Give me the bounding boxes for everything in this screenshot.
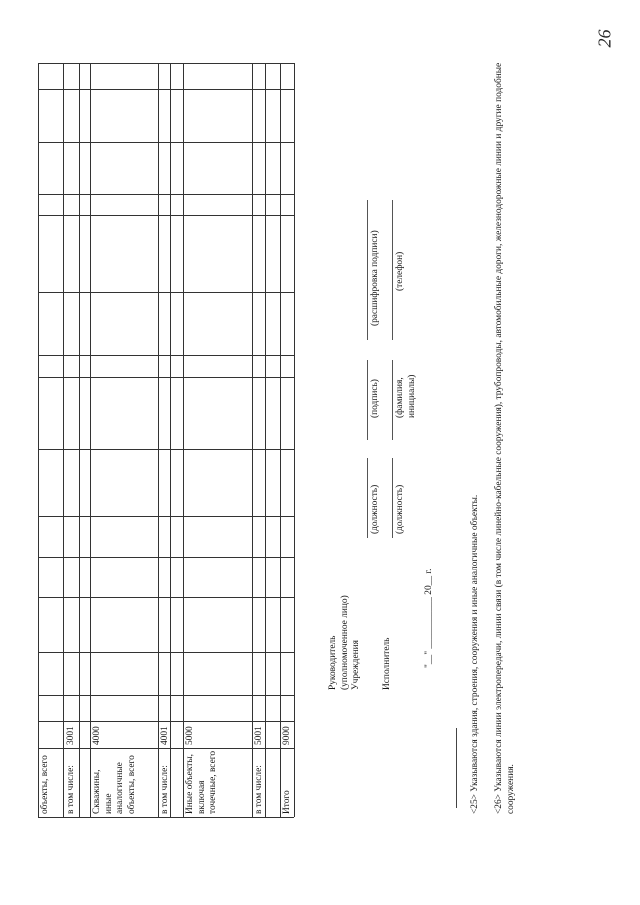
- decoding-line: [367, 200, 368, 340]
- row-separator: [63, 63, 64, 817]
- column-separator: [38, 142, 294, 143]
- column-separator: [38, 355, 294, 356]
- column-separator: [38, 194, 294, 195]
- row-label: Иные объекты, включая точечные, всего: [185, 750, 218, 814]
- table-top-border: [38, 63, 294, 64]
- row-separator: [170, 63, 171, 817]
- page-number: 26: [594, 29, 615, 48]
- caption-decoding: (расшифровка подписи): [370, 230, 380, 326]
- row-label: в том числе:: [254, 765, 264, 814]
- row-label: Скважины, иные аналогичные объекты, всего: [92, 755, 137, 814]
- column-separator: [38, 377, 294, 378]
- row-separator: [265, 63, 266, 817]
- footnote-26: <26> Указываются линии электропередачи, линии связи (в том числе линейно-кабельные сооружения), трубопроводы, автомобильные дороги, железнодорожные линии и другие подобные сооружения.: [494, 62, 516, 814]
- column-separator: [38, 748, 294, 749]
- executor-label: Исполнитель: [382, 637, 392, 690]
- row-code: 9000: [282, 726, 292, 745]
- row-label: объекты, всего: [40, 755, 50, 814]
- row-separator: [79, 63, 80, 817]
- column-separator: [38, 516, 294, 517]
- initials-line: [392, 360, 393, 440]
- footnote-25: <25> Указываются здания, строения, сооружения и иные аналогичные объекты.: [470, 494, 480, 814]
- date-line: "__" ___________ 20__ г.: [424, 568, 434, 668]
- column-separator: [38, 449, 294, 450]
- row-label: в том числе:: [66, 765, 76, 814]
- row-separator: [183, 63, 184, 817]
- column-separator: [38, 89, 294, 90]
- row-code: 4000: [92, 726, 102, 745]
- row-separator: [280, 63, 281, 817]
- signature-line: [367, 360, 368, 440]
- row-separator: [158, 63, 159, 817]
- row-code: 4001: [160, 726, 170, 745]
- column-separator: [38, 597, 294, 598]
- caption-position2: (должность): [395, 484, 405, 534]
- column-separator: [38, 652, 294, 653]
- row-label: в том числе:: [160, 765, 170, 814]
- row-separator: [90, 63, 91, 817]
- phone-line: [392, 200, 393, 340]
- column-separator: [38, 695, 294, 696]
- row-code: 5001: [254, 726, 264, 745]
- caption-initials: (фамилия, инициалы): [395, 374, 417, 418]
- column-separator: [38, 215, 294, 216]
- column-separator: [38, 292, 294, 293]
- footnote-separator: [456, 728, 457, 808]
- row-code: 5000: [185, 726, 195, 745]
- row-label: Итого: [282, 790, 292, 814]
- position-line: [367, 458, 368, 538]
- position2-line: [392, 458, 393, 538]
- column-separator: [38, 721, 294, 722]
- caption-position: (должность): [370, 484, 380, 534]
- caption-phone: (телефон): [395, 251, 405, 291]
- table-left-border: [38, 63, 39, 817]
- table-bottom-border: [38, 817, 294, 818]
- head-label: Руководитель (уполномоченное лицо) Учреждения: [328, 595, 361, 690]
- column-separator: [38, 557, 294, 558]
- row-separator: [252, 63, 253, 817]
- caption-signature: (подпись): [370, 379, 380, 418]
- table-right-border: [294, 63, 295, 817]
- row-code: 3001: [66, 726, 76, 745]
